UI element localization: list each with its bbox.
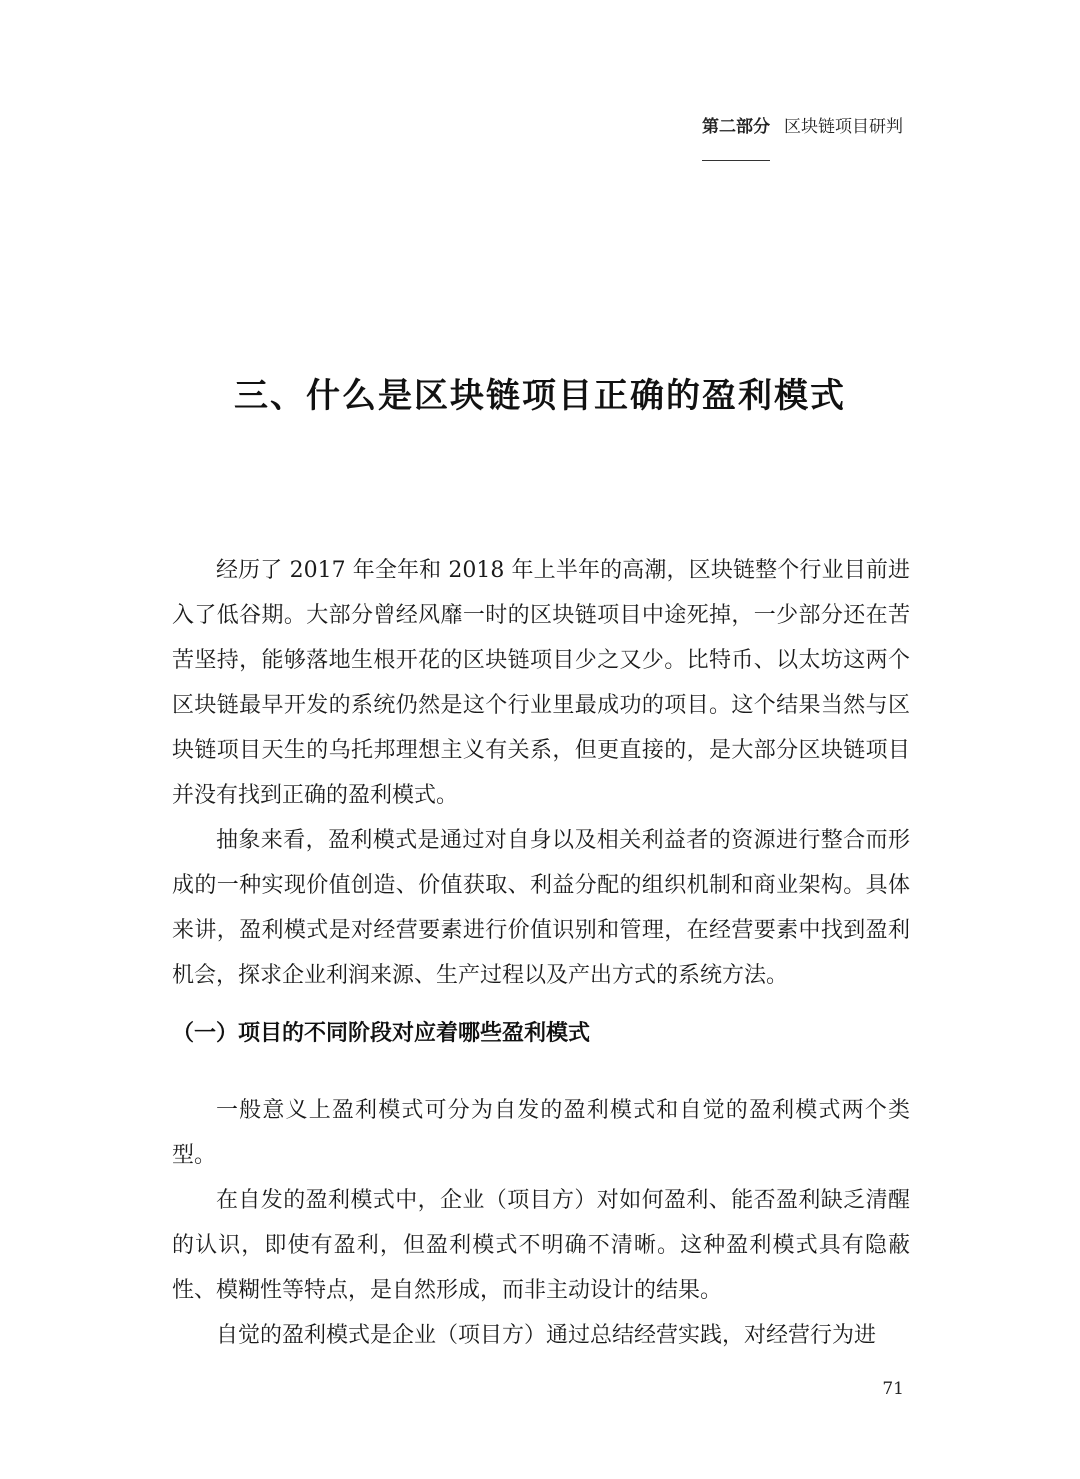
body-text-intro <box>172 548 910 998</box>
section-subheading: （一）项目的不同阶段对应着哪些盈利模式 <box>172 1021 591 1046</box>
body-text-section <box>172 1088 910 1358</box>
paragraph: 自觉的盈利模式是企业（项目方）通过总结经营实践，对经营行为进 <box>216 1323 877 1348</box>
page-number: 71 <box>882 1379 904 1399</box>
header-section-label: 区块链项目研判 <box>784 117 903 137</box>
paragraph: 经历了 2017 年全年和 2018 年上半年的高潮，区块链整个行业目前进入了低谷期。大部分曾经风靡一时的区块链项目中途死掉，一少部分还在苦苦坚持，能够落地生根开花的区块链项目少之又少。比特币、以太坊这两个区块链最早开发的系统仍然是这个行业里最成功的项目。这个结果当然与区块链项目天生的乌托邦理想主义有关系，但更直接的，是大部分区块链项目并没有找到正确的盈利模式。 <box>172 558 910 808</box>
chapter-title: 三、什么是区块链项目正确的盈利模式 <box>234 376 846 416</box>
header-part-label: 第二部分 <box>702 112 770 137</box>
paragraph: 在自发的盈利模式中，企业（项目方）对如何盈利、能否盈利缺乏清醒的认识，即使有盈利，但盈利模式不明确不清晰。这种盈利模式具有隐蔽性、模糊性等特点，是自然形成，而非主动设计的结果。 <box>172 1188 910 1303</box>
paragraph: 抽象来看，盈利模式是通过对自身以及相关利益者的资源进行整合而形成的一种实现价值创造、价值获取、利益分配的组织机制和商业架构。具体来讲，盈利模式是对经营要素进行价值识别和管理，在经营要素中找到盈利机会，探求企业利润来源、生产过程以及产出方式的系统方法。 <box>172 828 910 988</box>
running-header <box>702 112 903 137</box>
paragraph: 一般意义上盈利模式可分为自发的盈利模式和自觉的盈利模式两个类型。 <box>172 1098 910 1168</box>
